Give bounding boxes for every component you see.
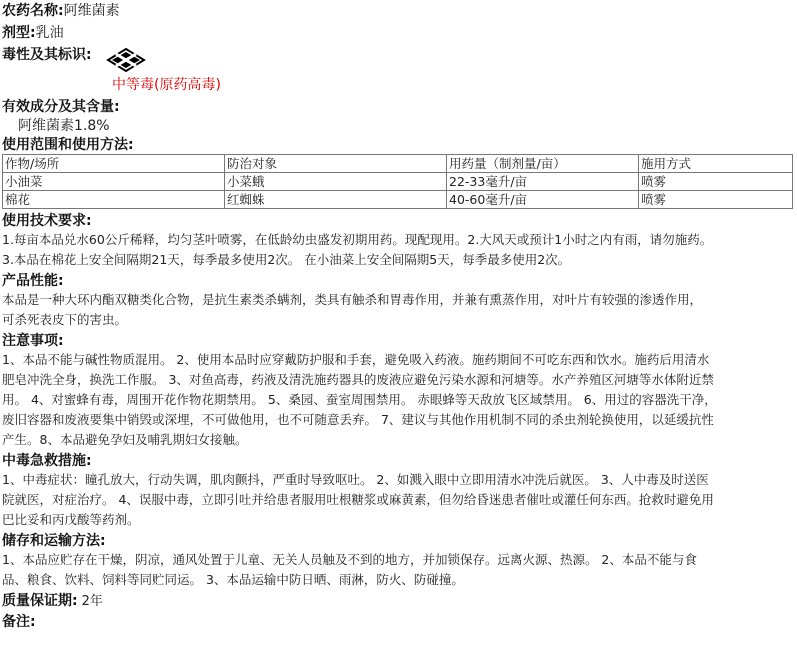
precautions-line: 1、本品不能与碱性物质混用。 2、使用本品时应穿戴防护服和手套，避免吸入药液。施药期间不可吃东西和饮水。施药后用清水 [2, 352, 710, 367]
storage-line: 品、粮食、饮料、饲料等同贮同运。 3、本品运输中防日晒、雨淋，防火、防碰撞。 [2, 572, 464, 587]
precautions-line: 用。 4、对蜜蜂有毒，周围开花作物花期禁用。 5、桑园、蚕室周围禁用。 赤眼蜂等天敌放飞区域禁用。 6、用过的容器洗干净， [2, 392, 717, 407]
performance-label: 产品性能: [2, 273, 64, 289]
storage-label: 储存和运输方法: [2, 533, 106, 549]
first-aid-line: 巴比妥和丙戊酸等药剂。 [2, 512, 140, 527]
storage-line: 1、本品应贮存在干燥，阴凉，通风处置于儿童、无关人员触及不到的地方，并加锁保存。远离火源、热源。 2、本品不能与食 [2, 552, 697, 567]
table-header-cell: 施用方式 [639, 155, 793, 173]
performance-line: 本品是一种大环内酯双糖类化合物，是抗生素类杀螨剂，类具有触杀和胃毒作用，并兼有熏蒸作用，对叶片有较强的渗透作用， [2, 292, 703, 307]
table-cell: 红蜘蛛 [225, 191, 447, 209]
precautions-line: 废旧容器和废液要集中销毁或深埋，不可做他用，也不可随意丢弃。 7、建议与其他作用机制不同的杀虫剂轮换使用，以延缓抗性 [2, 412, 714, 427]
toxicity-diamond-icon [106, 48, 146, 72]
product-name-value: 阿维菌素 [63, 3, 120, 19]
usage-section-label: 使用范围和使用方法: [2, 137, 134, 153]
active-ingredient-label: 有效成分及其含量: [2, 99, 120, 115]
toxicity-label: 毒性及其标识: [2, 47, 92, 63]
formulation-value: 乳油 [35, 25, 64, 41]
table-cell: 40-60毫升/亩 [447, 191, 639, 209]
precautions-line: 肥皂冲洗全身，换洗工作服。 3、对鱼高毒，药液及清洗施药器具的废液应避免污染水源和河塘等。水产养殖区河塘等水体附近禁 [2, 372, 714, 387]
notes-label: 备注: [2, 614, 36, 630]
table-header-cell: 防治对象 [225, 155, 447, 173]
tech-requirements-label: 使用技术要求: [2, 213, 92, 229]
formulation-row [2, 22, 797, 44]
first-aid-line: 院就医，对症治疗。 4、误服中毒，立即引吐并给患者服用吐根糖浆或麻黄素，但勿给昏迷患者催吐或灌任何东西。抢救时避免用 [2, 492, 714, 507]
table-cell: 喷雾 [639, 191, 793, 209]
shelf-life-label: 质量保证期: [2, 593, 78, 609]
table-header-row [3, 155, 793, 173]
precautions-line: 产生。8、本品避免孕妇及哺乳期妇女接触。 [2, 432, 248, 447]
table-cell: 小油菜 [3, 173, 225, 191]
table-cell: 喷雾 [639, 173, 793, 191]
product-name-label: 农药名称: [2, 3, 64, 19]
table-cell: 22-33毫升/亩 [447, 173, 639, 191]
table-row [3, 173, 793, 191]
first-aid-line: 1、中毒症状：瞳孔放大，行动失调，肌肉颤抖，严重时导致呕吐。 2、如溅入眼中立即用清水冲洗后就医。 3、人中毒及时送医 [2, 472, 709, 487]
first-aid-label: 中毒急救措施: [2, 453, 92, 469]
tech-requirements-line: 3.本品在棉花上安全间隔期21天，每季最多使用2次。 在小油菜上安全间隔期5天，每季最多使用2次。 [2, 252, 571, 267]
toxicity-level-text: 中等毒(原药高毒) [112, 77, 221, 93]
shelf-life-value: 2年 [81, 594, 103, 609]
precautions-label: 注意事项: [2, 333, 64, 349]
usage-table [2, 154, 793, 209]
formulation-label: 剂型: [2, 25, 36, 41]
product-name-row [2, 0, 797, 22]
table-header-cell: 用药量（制剂量/亩） [447, 155, 639, 173]
table-row [3, 191, 793, 209]
table-cell: 棉花 [3, 191, 225, 209]
performance-line: 可杀死表皮下的害虫。 [2, 312, 128, 327]
table-cell: 小菜蛾 [225, 173, 447, 191]
active-ingredient-value: 阿维菌素1.8% [18, 118, 110, 134]
tech-requirements-line: 1.每亩本品兑水60公斤稀释，均匀茎叶喷雾，在低龄幼虫盛发初期用药。现配现用。2.大风天或预计1小时之内有雨，请勿施药。 [2, 232, 713, 247]
shelf-life-row [2, 590, 797, 612]
table-header-cell: 作物/场所 [3, 155, 225, 173]
